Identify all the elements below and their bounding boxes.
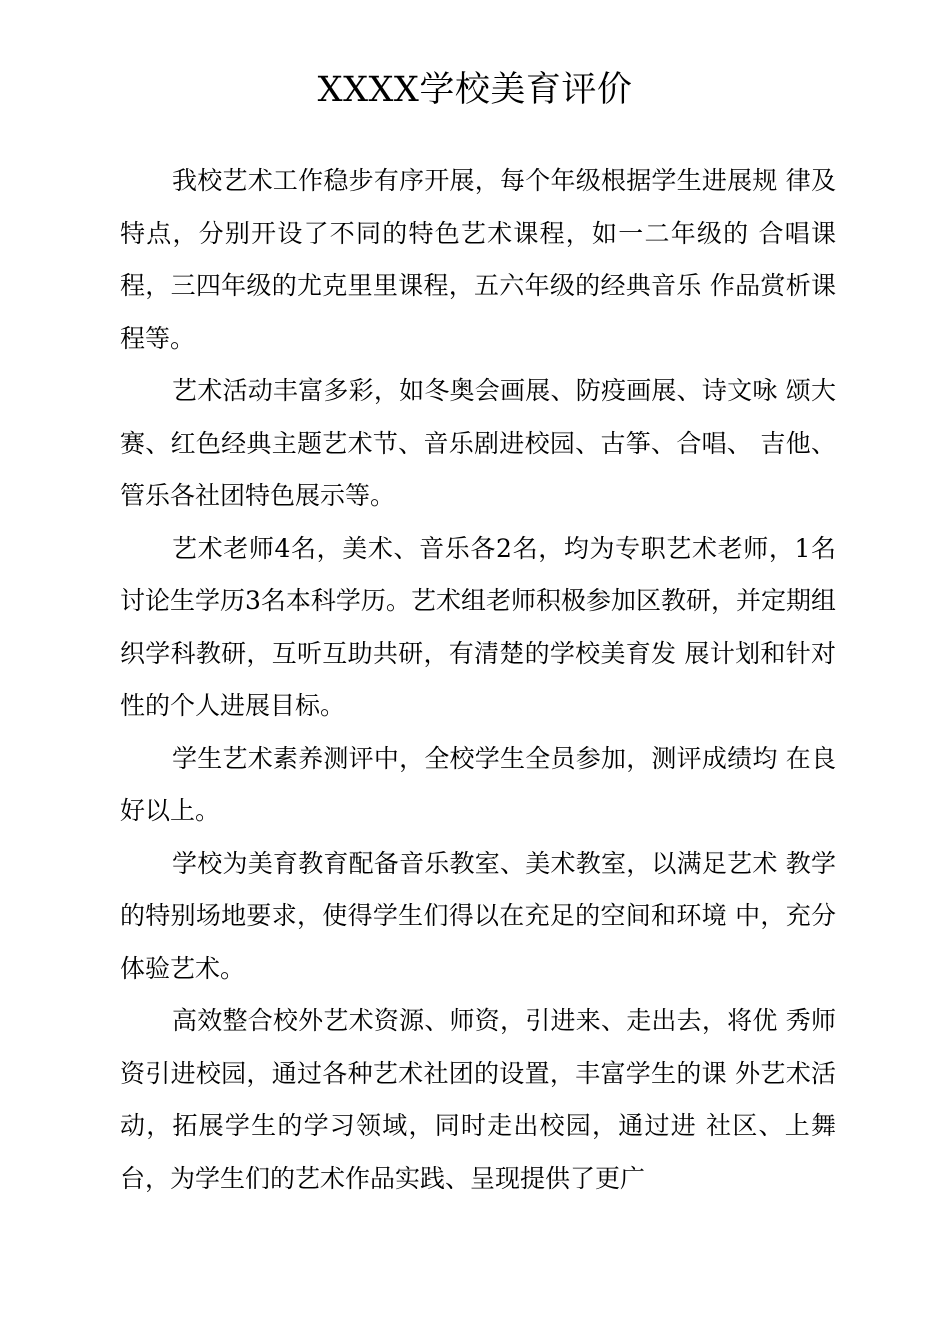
paragraph-resources: 高效整合校外艺术资源、师资，引进来、走出去，将优 秀师资引进校园，通过各种艺术社团的设置，丰富学生的课 外艺术活动，拓展学生的学习领域，同时走出校园，通过进 社区、上舞台，为学生们的艺术作品实践、呈现提供了更广: [120, 1006, 836, 1193]
paragraph-teachers: 艺术老师4名，美术、音乐各2名，均为专职艺术老师，1名讨论生学历3名本科学历。艺术组老师积极参加区教研，并定期组织学科教研，互听互助共研，有清楚的学校美育发 展计划和针对性的个人进展目标。: [120, 533, 836, 720]
paragraph-facilities: 学校为美育教育配备音乐教室、美术教室，以满足艺术 教学的特别场地要求，使得学生们得以在充足的空间和环境 中，充分体验艺术。: [120, 848, 836, 983]
paragraph-curriculum: 我校艺术工作稳步有序开展，每个年级根据学生进展规 律及特点，分别开设了不同的特色艺术课程，如一二年级的 合唱课程，三四年级的尤克里里课程，五六年级的经典音乐 作品赏析课程等。: [120, 166, 836, 353]
page-title: XXXX学校美育评价: [317, 70, 633, 110]
paragraph-assessment: 学生艺术素养测评中，全校学生全员参加，测评成绩均 在良好以上。: [120, 743, 836, 825]
paragraph-activities: 艺术活动丰富多彩，如冬奥会画展、防疫画展、诗文咏 颂大赛、红色经典主题艺术节、音乐剧进校园、古筝、合唱、 吉他、管乐各社团特色展示等。: [120, 376, 836, 510]
document-body: [120, 155, 836, 1205]
